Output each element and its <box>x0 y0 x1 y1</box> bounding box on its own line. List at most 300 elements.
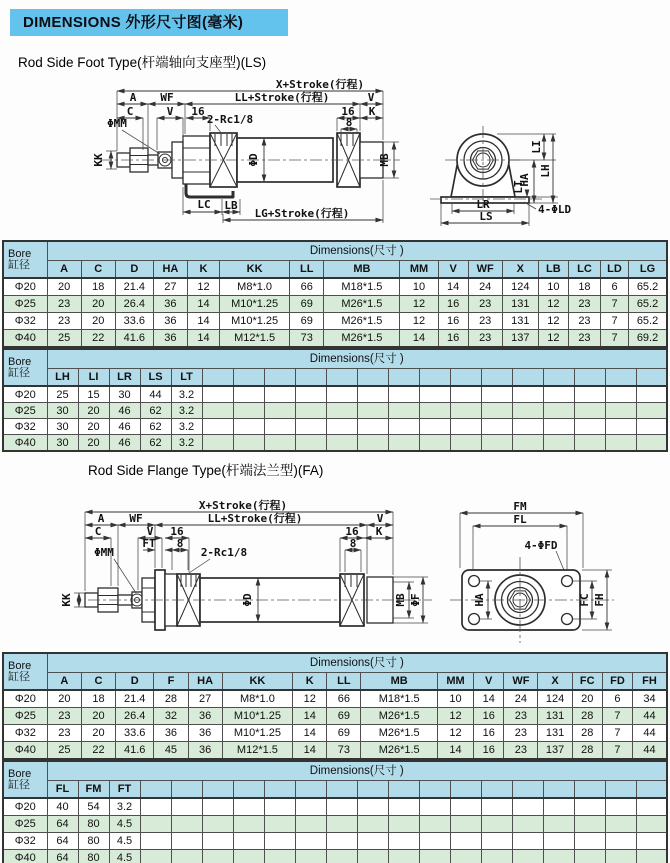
value-cell: M26*1.5 <box>361 725 437 742</box>
table-row <box>3 278 667 296</box>
value-cell: 46 <box>109 403 140 419</box>
value-cell: M8*1.0 <box>220 278 290 296</box>
col-header-lt: LT <box>171 369 202 387</box>
value-cell <box>574 816 605 833</box>
bore-cell: Φ20 <box>3 690 47 708</box>
value-cell <box>202 386 233 403</box>
value-cell: 12 <box>293 690 327 708</box>
cylinder-side-view-flange <box>85 570 432 630</box>
value-cell: 44 <box>633 708 667 725</box>
value-cell: 28 <box>572 725 602 742</box>
value-cell: M10*1.25 <box>222 708 292 725</box>
section-heading-flange-type: Rod Side Flange Type(杆端法兰型)(FA) <box>88 463 324 478</box>
dim-label-kk: KK <box>60 593 73 607</box>
value-cell: 44 <box>633 725 667 742</box>
value-cell: 41.6 <box>115 330 153 348</box>
col-header-k: K <box>293 673 327 691</box>
value-cell <box>357 419 388 435</box>
value-cell <box>233 419 264 435</box>
value-cell <box>543 403 574 419</box>
value-cell <box>171 798 202 816</box>
value-cell <box>636 850 667 863</box>
col-header-empty <box>140 781 171 799</box>
flange-type-technical-drawing <box>0 498 670 658</box>
dim-label-fm: FM <box>513 500 527 513</box>
value-cell <box>605 386 636 403</box>
value-cell: 20 <box>81 296 115 313</box>
foot-type-dimension-table-main <box>2 240 668 348</box>
value-cell <box>140 816 171 833</box>
dimensions-header: Dimensions(尺寸 ) <box>47 653 667 673</box>
value-cell: 21.4 <box>116 690 154 708</box>
dim-label-8-left: 8 <box>176 537 184 550</box>
value-cell: 131 <box>538 725 572 742</box>
dim-label-mb: MB <box>394 593 407 607</box>
value-cell <box>419 833 450 850</box>
col-header-v: V <box>438 261 468 279</box>
value-cell: 28 <box>572 708 602 725</box>
dim-label-v-mid: V <box>166 105 174 118</box>
value-cell <box>295 435 326 452</box>
page-title: DIMENSIONS 外形尺寸图(毫米) <box>10 9 288 36</box>
value-cell: M26*1.5 <box>361 708 437 725</box>
value-cell: 131 <box>502 296 538 313</box>
value-cell <box>326 386 357 403</box>
col-header-f: F <box>154 673 188 691</box>
value-cell: 36 <box>153 330 187 348</box>
value-cell <box>543 798 574 816</box>
col-header-empty <box>636 781 667 799</box>
value-cell: 26.4 <box>116 708 154 725</box>
value-cell: 14 <box>474 690 504 708</box>
value-cell: 7 <box>602 742 632 760</box>
value-cell: 36 <box>153 313 187 330</box>
value-cell: 25 <box>47 386 78 403</box>
value-cell <box>388 850 419 863</box>
table-row <box>3 403 667 419</box>
value-cell: 21.4 <box>115 278 153 296</box>
value-cell: 24 <box>504 690 538 708</box>
value-cell <box>171 833 202 850</box>
foot-bracket-end-view <box>430 126 571 226</box>
value-cell: 3.2 <box>109 798 140 816</box>
dim-label-4-phi-fd: 4-ΦFD <box>524 539 558 552</box>
flange-type-dimension-table-main <box>2 652 668 760</box>
value-cell: 65.2 <box>629 313 667 330</box>
dimensions-header: Dimensions(尺寸 ) <box>47 241 667 261</box>
col-header-ha: HA <box>188 673 222 691</box>
value-cell <box>388 435 419 452</box>
value-cell: 23 <box>568 313 600 330</box>
col-header-empty <box>388 781 419 799</box>
value-cell <box>512 419 543 435</box>
value-cell <box>388 833 419 850</box>
value-cell: 36 <box>154 725 188 742</box>
col-header-mb: MB <box>361 673 437 691</box>
bore-cell: Φ32 <box>3 833 47 850</box>
dim-label-ha: HA <box>518 173 531 187</box>
bore-cell: Φ20 <box>3 798 47 816</box>
value-cell: 10 <box>437 690 473 708</box>
value-cell <box>419 816 450 833</box>
value-cell <box>574 386 605 403</box>
col-header-ll: LL <box>327 673 361 691</box>
col-header-mm: MM <box>437 673 473 691</box>
value-cell: 6 <box>602 690 632 708</box>
value-cell: M12*1.5 <box>222 742 292 760</box>
table-row <box>3 798 667 816</box>
col-header-lc: LC <box>568 261 600 279</box>
value-cell: 18 <box>81 690 115 708</box>
value-cell: 20 <box>81 725 115 742</box>
col-header-empty <box>419 781 450 799</box>
bore-cell: Φ20 <box>3 386 47 403</box>
value-cell <box>295 816 326 833</box>
dim-label-fh: FH <box>593 593 606 607</box>
value-cell: 23 <box>504 708 538 725</box>
value-cell: 69 <box>290 296 324 313</box>
value-cell <box>574 833 605 850</box>
value-cell: 23 <box>47 708 81 725</box>
dim-label-8-right: 8 <box>349 537 357 550</box>
value-cell: 33.6 <box>116 725 154 742</box>
col-header-empty <box>357 369 388 387</box>
value-cell: 20 <box>47 278 81 296</box>
value-cell: 25 <box>47 742 81 760</box>
value-cell <box>543 833 574 850</box>
value-cell: 12 <box>538 330 568 348</box>
value-cell: 23 <box>47 725 81 742</box>
value-cell <box>295 850 326 863</box>
col-header-lg: LG <box>629 261 667 279</box>
value-cell: 36 <box>188 742 222 760</box>
dim-label-li: LI <box>530 140 543 154</box>
value-cell: 45 <box>154 742 188 760</box>
value-cell: 4.5 <box>109 816 140 833</box>
value-cell: 16 <box>474 708 504 725</box>
value-cell <box>450 419 481 435</box>
dim-label-phi-d: ΦD <box>247 153 260 167</box>
dim-label-a: A <box>97 512 105 525</box>
value-cell <box>481 435 512 452</box>
col-header-empty <box>512 369 543 387</box>
value-cell: 30 <box>47 403 78 419</box>
value-cell: 20 <box>47 690 81 708</box>
bore-cell: Φ40 <box>3 435 47 452</box>
value-cell <box>481 386 512 403</box>
value-cell <box>543 435 574 452</box>
value-cell: 36 <box>153 296 187 313</box>
value-cell: 23 <box>504 742 538 760</box>
value-cell <box>326 419 357 435</box>
value-cell: 28 <box>572 742 602 760</box>
value-cell: 3.2 <box>171 403 202 419</box>
value-cell <box>388 816 419 833</box>
value-cell: 20 <box>572 690 602 708</box>
value-cell: 16 <box>474 742 504 760</box>
value-cell: 124 <box>538 690 572 708</box>
dim-label-16-left: 16 <box>191 105 205 118</box>
value-cell: 33.6 <box>115 313 153 330</box>
bore-cell: Φ32 <box>3 313 47 330</box>
col-header-kk: KK <box>222 673 292 691</box>
value-cell: 69 <box>290 313 324 330</box>
value-cell <box>574 798 605 816</box>
flange-type-tables <box>2 652 668 863</box>
value-cell <box>202 403 233 419</box>
value-cell <box>419 419 450 435</box>
col-header-empty <box>388 369 419 387</box>
value-cell <box>388 386 419 403</box>
dimensions-header: Dimensions(尺寸 ) <box>47 761 667 781</box>
dim-label-rc: 2-Rc1/8 <box>206 113 254 126</box>
value-cell <box>264 386 295 403</box>
value-cell: 3.2 <box>171 419 202 435</box>
value-cell <box>636 419 667 435</box>
value-cell: 4.5 <box>109 850 140 863</box>
value-cell: 7 <box>602 708 632 725</box>
value-cell <box>202 833 233 850</box>
value-cell: 66 <box>327 690 361 708</box>
value-cell: 80 <box>78 850 109 863</box>
flange-type-dimension-table-extra <box>2 760 668 863</box>
dim-label-lb: LB <box>224 199 238 212</box>
value-cell: 65.2 <box>629 296 667 313</box>
value-cell: 32 <box>154 708 188 725</box>
value-cell: 14 <box>293 708 327 725</box>
col-header-empty <box>450 781 481 799</box>
value-cell <box>512 798 543 816</box>
col-header-x: X <box>538 673 572 691</box>
value-cell <box>388 419 419 435</box>
dim-label-ls: LS <box>479 210 493 223</box>
value-cell <box>543 386 574 403</box>
dim-label-v-mid: V <box>146 525 154 538</box>
col-header-c: C <box>81 261 115 279</box>
value-cell: 18 <box>81 278 115 296</box>
dim-label-mb: MB <box>378 153 391 167</box>
value-cell: 7 <box>602 725 632 742</box>
value-cell: 7 <box>600 296 628 313</box>
value-cell <box>357 816 388 833</box>
dim-label-v-top: V <box>367 91 375 104</box>
value-cell <box>636 435 667 452</box>
value-cell <box>357 403 388 419</box>
table-row <box>3 435 667 452</box>
dim-label-lc: LC <box>197 198 211 211</box>
value-cell: 137 <box>538 742 572 760</box>
dim-label-rc: 2-Rc1/8 <box>200 546 248 559</box>
value-cell: M26*1.5 <box>324 330 400 348</box>
value-cell <box>295 833 326 850</box>
value-cell: 16 <box>474 725 504 742</box>
value-cell: 12 <box>538 296 568 313</box>
dim-label-phi-f: ΦF <box>409 593 422 607</box>
col-header-d: D <box>115 261 153 279</box>
col-header-kk: KK <box>220 261 290 279</box>
value-cell <box>512 403 543 419</box>
value-cell: 14 <box>293 742 327 760</box>
value-cell <box>512 435 543 452</box>
value-cell <box>481 403 512 419</box>
value-cell <box>233 816 264 833</box>
value-cell: 16 <box>438 330 468 348</box>
value-cell <box>388 403 419 419</box>
col-header-fm: FM <box>78 781 109 799</box>
dim-label-c: C <box>94 525 102 538</box>
value-cell <box>357 850 388 863</box>
col-header-empty <box>295 369 326 387</box>
value-cell <box>481 850 512 863</box>
value-cell <box>450 850 481 863</box>
value-cell <box>419 435 450 452</box>
value-cell: 12 <box>538 313 568 330</box>
bore-column-header: Bore 缸径 <box>3 761 47 798</box>
value-cell <box>450 403 481 419</box>
table-row <box>3 330 667 348</box>
col-header-d: D <box>116 673 154 691</box>
dim-label-x-stroke: X+Stroke(行程) <box>275 78 365 91</box>
value-cell: 14 <box>438 278 468 296</box>
value-cell: 12 <box>400 296 438 313</box>
value-cell: 18 <box>568 278 600 296</box>
bore-column-header: Bore 缸径 <box>3 653 47 690</box>
table-row <box>3 690 667 708</box>
value-cell <box>357 386 388 403</box>
col-header-empty <box>202 781 233 799</box>
value-cell <box>264 816 295 833</box>
value-cell: 44 <box>633 742 667 760</box>
table-row <box>3 833 667 850</box>
value-cell: 14 <box>187 330 219 348</box>
col-header-fh: FH <box>633 673 667 691</box>
value-cell <box>171 850 202 863</box>
value-cell <box>574 850 605 863</box>
value-cell <box>512 833 543 850</box>
dim-label-16-left: 16 <box>170 525 184 538</box>
col-header-empty <box>481 369 512 387</box>
col-header-ld: LD <box>600 261 628 279</box>
value-cell <box>636 833 667 850</box>
col-header-a: A <box>47 261 81 279</box>
value-cell <box>326 816 357 833</box>
value-cell: 80 <box>78 833 109 850</box>
value-cell <box>264 833 295 850</box>
value-cell <box>605 435 636 452</box>
value-cell <box>512 816 543 833</box>
value-cell: 10 <box>400 278 438 296</box>
col-header-a: A <box>47 673 81 691</box>
col-header-ha: HA <box>153 261 187 279</box>
foot-type-tables <box>2 240 668 452</box>
value-cell: 23 <box>47 296 81 313</box>
value-cell <box>233 403 264 419</box>
value-cell <box>326 798 357 816</box>
value-cell <box>233 850 264 863</box>
value-cell: 69.2 <box>629 330 667 348</box>
value-cell <box>605 816 636 833</box>
value-cell: 36 <box>188 708 222 725</box>
dim-label-phi-d: ΦD <box>241 593 254 607</box>
dim-label-16-right: 16 <box>345 525 359 538</box>
bore-column-header: Bore 缸径 <box>3 349 47 386</box>
col-header-empty <box>264 369 295 387</box>
value-cell <box>140 850 171 863</box>
col-header-ls: LS <box>140 369 171 387</box>
table-row <box>3 296 667 313</box>
col-header-ll: LL <box>290 261 324 279</box>
value-cell <box>636 386 667 403</box>
value-cell: 27 <box>153 278 187 296</box>
table-row <box>3 725 667 742</box>
bore-cell: Φ40 <box>3 330 47 348</box>
dim-label-4-phi-ld: 4-ΦLD <box>538 203 572 216</box>
value-cell: 14 <box>437 742 473 760</box>
col-header-empty <box>357 781 388 799</box>
value-cell: 16 <box>438 313 468 330</box>
col-header-ft: FT <box>109 781 140 799</box>
dim-label-ha: HA <box>473 593 486 607</box>
col-header-empty <box>326 781 357 799</box>
value-cell: 28 <box>154 690 188 708</box>
bore-cell: Φ25 <box>3 816 47 833</box>
col-header-k: K <box>187 261 219 279</box>
col-header-empty <box>171 781 202 799</box>
value-cell <box>419 798 450 816</box>
value-cell <box>233 833 264 850</box>
value-cell <box>388 798 419 816</box>
dim-label-lh: LH <box>539 164 552 178</box>
value-cell: 30 <box>47 419 78 435</box>
bore-cell: Φ32 <box>3 419 47 435</box>
value-cell: 64 <box>47 816 78 833</box>
value-cell <box>326 435 357 452</box>
value-cell <box>264 419 295 435</box>
value-cell <box>140 833 171 850</box>
value-cell <box>233 386 264 403</box>
col-header-empty <box>481 781 512 799</box>
value-cell <box>481 833 512 850</box>
value-cell: 7 <box>600 330 628 348</box>
value-cell: 23 <box>568 296 600 313</box>
col-header-empty <box>636 369 667 387</box>
col-header-empty <box>450 369 481 387</box>
table-row <box>3 313 667 330</box>
dim-label-phi-mm: ΦMM <box>94 546 114 559</box>
value-cell <box>512 850 543 863</box>
value-cell: 14 <box>293 725 327 742</box>
value-cell <box>419 403 450 419</box>
value-cell <box>264 798 295 816</box>
value-cell <box>202 419 233 435</box>
col-header-empty <box>574 781 605 799</box>
value-cell <box>450 386 481 403</box>
col-header-empty <box>295 781 326 799</box>
table-row <box>3 742 667 760</box>
value-cell: 69 <box>327 708 361 725</box>
value-cell <box>202 435 233 452</box>
col-header-mm: MM <box>400 261 438 279</box>
value-cell <box>295 419 326 435</box>
value-cell <box>481 419 512 435</box>
value-cell: 27 <box>188 690 222 708</box>
dim-label-fc: FC <box>578 593 591 607</box>
value-cell <box>605 833 636 850</box>
value-cell: 137 <box>502 330 538 348</box>
value-cell <box>357 833 388 850</box>
value-cell <box>233 435 264 452</box>
value-cell: M10*1.25 <box>220 313 290 330</box>
